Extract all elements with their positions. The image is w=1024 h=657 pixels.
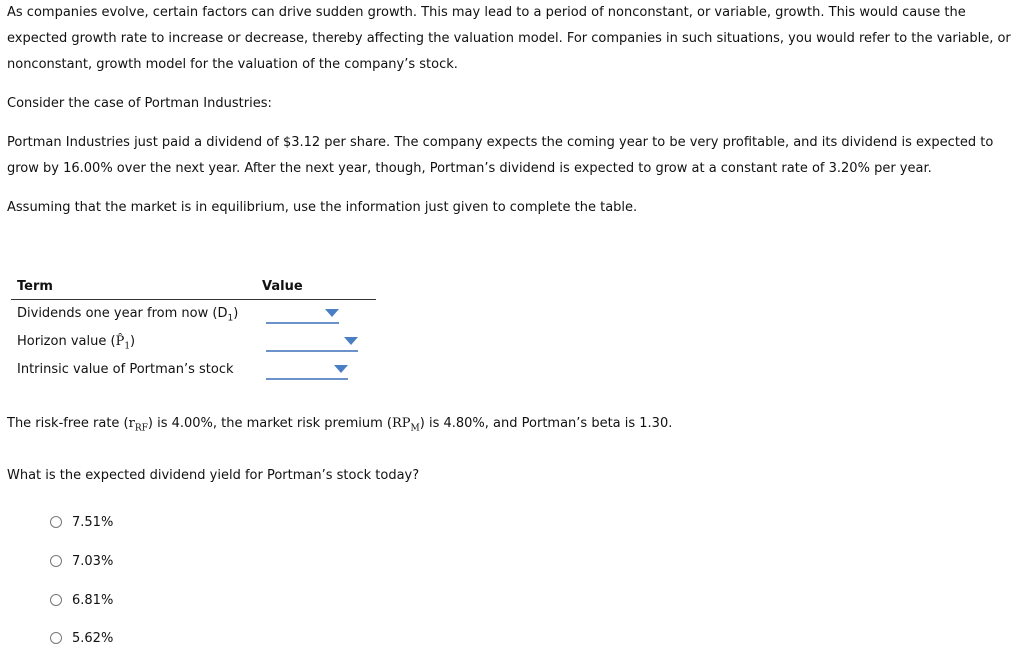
- table-row: [11, 356, 376, 384]
- answer-option[interactable]: 7.51%: [50, 513, 113, 531]
- horizon-value-dropdown[interactable]: [266, 334, 358, 352]
- consider-text: Consider the case of Portman Industries:: [7, 96, 272, 111]
- radio-button[interactable]: [50, 632, 62, 644]
- term-horizon-value: Horizon value $(P̂_1)$: [17, 334, 136, 352]
- dividends-dropdown[interactable]: [266, 306, 339, 324]
- term-intrinsic-value: Intrinsic value of Portman’s stock: [17, 362, 234, 377]
- question-text: What is the expected dividend yield for Portman’s stock today?: [7, 468, 420, 483]
- intro-paragraph: As companies evolve, certain factors can drive sudden growth. This may lead to a period of nonconstant, or variable, growth. This would cause the expected growth rate to increase or decrease, thereby affecting the valuation model. For companies in such situations, you would refer to the variable, or nonconstant, growth model for the valuation of the company’s stock.: [7, 5, 1011, 72]
- table-header: [11, 274, 376, 300]
- intrinsic-value-dropdown[interactable]: [266, 362, 348, 380]
- answer-option[interactable]: 6.81%: [50, 591, 113, 609]
- table-row: [11, 300, 376, 328]
- column-header-value: Value: [262, 279, 303, 294]
- answer-option[interactable]: 5.62%: [50, 629, 113, 647]
- chevron-down-icon: [344, 337, 358, 345]
- term-dividends: Dividends one year from now $(D_1)$: [17, 306, 239, 324]
- instruction-text: Assuming that the market is in equilibrium, use the information just given to complete the table.: [7, 200, 638, 215]
- table-row: [11, 328, 376, 356]
- risk-text: The risk-free rate $(r_{RF})$ is 4.00%, the market risk premium $(RP_M)$ is 4.80%, and Portman’s beta is 1.30.: [7, 416, 673, 434]
- radio-button[interactable]: [50, 516, 62, 528]
- chevron-down-icon: [325, 309, 339, 317]
- radio-button[interactable]: [50, 594, 62, 606]
- radio-button[interactable]: [50, 555, 62, 567]
- answer-option[interactable]: 7.03%: [50, 552, 113, 570]
- column-header-term: Term: [17, 279, 53, 294]
- chevron-down-icon: [334, 365, 348, 373]
- valuation-table: [11, 274, 376, 384]
- case-paragraph: Portman Industries just paid a dividend of $3.12 per share. The company expects the coming year to be very profitable, and its dividend is expected to grow by 16.00% over the next year. After the next year, though, Portman’s dividend is expected to grow at a constant rate of 3.20% per year.: [7, 135, 994, 176]
